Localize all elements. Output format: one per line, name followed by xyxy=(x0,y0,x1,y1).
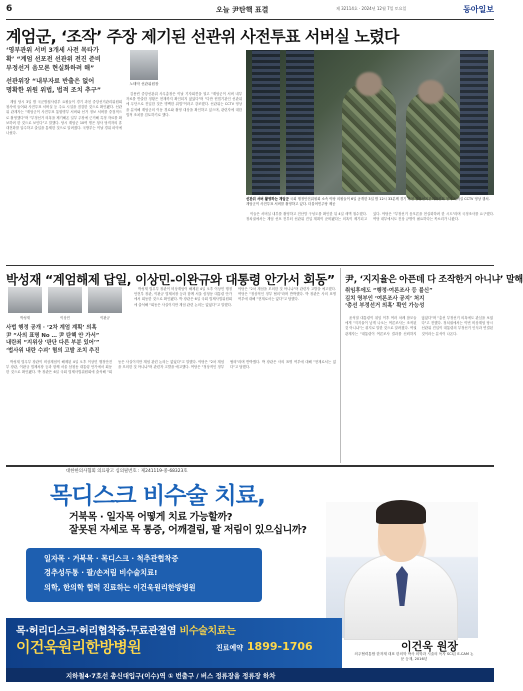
article2-photo-caption: 이상민 xyxy=(60,316,70,320)
article2-body xyxy=(6,360,336,462)
article1-mugshot-caption: 노태악 선관위원장 xyxy=(129,82,159,86)
ad-doctor-credentials: 의주협력통합 한자재 대표 한의학 박사 의학과 시술의 독자 SCI급 E-CAM 논문 등재, 2016년 xyxy=(354,652,474,661)
ad-hospital-name: 이건욱원리한방병원 xyxy=(16,638,142,656)
article1-subhead-line: 부정선거 음모론 현실화하려 해” xyxy=(6,65,95,72)
article3-subhead-line: 김치 영부인 ‘여론조사 공지’ 처지 xyxy=(345,295,425,302)
photo-caption-title: 선관위 서버 촬영하는 계엄군 xyxy=(246,197,289,201)
blurred-face xyxy=(418,80,444,104)
photo-caption-text: 국회 행정안전위원회 소속 야당 의원들이 6일 공개한 3일 밤 12시 33분께 경기 과천 중앙선거관리위원회 청사 서버실 CCTV 영상 캡처. 계엄군이 사전투표 서버를 촬영하고 있다. 더불어민주당 제공 xyxy=(246,197,490,206)
article3-subhead-line: 취임후에도 “행정·여론조사 등 불신” xyxy=(345,288,433,294)
soldier-figure xyxy=(342,82,396,192)
article1-body-col2 xyxy=(126,92,242,260)
article1-body-col3 xyxy=(246,212,494,262)
article2-photo-caption: 박성재 xyxy=(20,316,30,320)
server-rack-image xyxy=(460,50,488,195)
article1-mugshot xyxy=(130,50,158,80)
article2-photo xyxy=(88,287,122,313)
ad-hospital-band xyxy=(6,618,342,668)
column-divider xyxy=(340,268,341,463)
article2-headline: 박성재 “계엄해제 답일, 이상민-이완규와 대통령 안가서 회동” xyxy=(6,272,335,287)
ad-tagline-line: 거북목 · 일자목 어떻게 치료 가능할까? xyxy=(69,512,233,523)
blurred-face xyxy=(356,72,382,96)
ad-divider xyxy=(6,465,494,467)
ad-doctor-name: 이건욱 원장 xyxy=(401,640,458,653)
ad-footer xyxy=(6,668,494,682)
article2-subhead-line: ‘법사위 내란 수괴’ 혐의 고발 조치 추진 xyxy=(6,347,100,354)
ad-treatment-box xyxy=(26,548,262,602)
page-number: 6 xyxy=(6,4,13,14)
ad-band-text: 목·허리디스크·허리협착증·무료관절염 xyxy=(16,626,180,637)
doctor-hair xyxy=(376,500,426,524)
ad-phone[interactable] xyxy=(216,640,313,653)
article1-paragraph: 이들은 서버실 내부를 촬영하고 전산망 구성도를 확인한 뒤 4일 새벽 철수했다. 정치권에서는 계엄 선포 전부터 선관위 진입 계획이 준비됐다는 의혹이 제기되고 있다. 야당은 "부정선거 음모론을 현실화하려 한 시도"라며 국정조사를 요구했다. 여당 내부에서도 진상 규명이 필요하다는 목소리가 나왔다. xyxy=(246,212,494,222)
article1-photo xyxy=(246,50,494,195)
ad-phone-label: 진료예약 xyxy=(216,644,244,652)
article2-subhead xyxy=(6,325,130,355)
article1-subhead-line: 선관위장 “내부자료 반출은 없어 xyxy=(6,78,95,85)
article2-photo xyxy=(8,287,42,313)
advertisement[interactable] xyxy=(6,468,494,682)
header-rule xyxy=(6,19,494,20)
ad-treatment-line: 일자목 · 거북목 · 목디스크 · 척추관협착증 xyxy=(44,554,179,563)
ad-treatment-line: 경추성두통 · 팔/손저림 비수술치료! xyxy=(44,568,158,577)
article2-photo-caption: 이완규 xyxy=(100,316,110,320)
newspaper-logo: 동아일보 xyxy=(463,4,494,14)
article2-paragraph: 박성재 법무부 장관이 비상계엄이 해제된 4일 오후 이상민 행정안전부 장관, 이완규 법제처장 등과 함께 서울 삼청동 대통령 안가에서 회동한 것으로 확인됐다. 박 장관은 6일 국회 법제사법위원회에 출석해 "회동은 사실이지만 계엄 관련 논의는 없었다"고 말했다. 야당은 "2차 계엄을 모의한 것 아니냐"며 관련자 고발을 예고했다. 여당은 "정상적인 정부 협의"라며 반박했다. 박 장관은 사의 표명 여부에 대해 "현재로서는 없다"고 답했다. xyxy=(134,287,336,307)
ad-approval-number: 대한한의사협회 의료광고 심의필번호 : 제241119-중-68323호 xyxy=(66,469,188,474)
article1-subhead-line: 명확한 위원 위법, 법적 조치 추구” xyxy=(6,87,101,94)
page-header xyxy=(6,4,494,18)
ad-band-headline xyxy=(16,622,236,637)
ad-treatment-line: 의학, 한의학 협력 진료하는 이건욱원리한방병원 xyxy=(44,583,196,592)
article1-paragraph: 계엄 당시 3일 밤 국군방첩사령부 요원들이 경기 과천 중앙선거관리위원회 청사에 들어와 사전투표 서버실 등 주요 시설을 점검한 것으로 확인됐다. 선관위 관계자는 "계엄군이 사전투표 통합명부 서버와 선거 정보 서버를 중점적으로 촬영했다"며 "부정선거 의혹을 제기해온 일부 주장에 근거해 특정 자료를 확보하려 한 것으로 보인다"고 말했다. 당시 계엄군 10여 명은 청사 당직자의 휴대전화를 압수하고 출입을 통제한 것으로 알려졌다. 국방부는 이날 경위 파악에 나섰다. xyxy=(6,100,122,136)
ad-title: 목디스크 비수술 치료, xyxy=(50,483,266,509)
article1-subhead-line: ‘영부관위 서버 3개세 사전 목타가 xyxy=(6,47,99,54)
ad-band-highlight: 비수술치료는 xyxy=(179,626,236,637)
article1-subhead-line: 확’ “계엄 선포전 선관위 전진 준비 xyxy=(6,56,101,63)
ad-directions: 지하철4·7호선 총신대입구(이수)역 ① 번출구 / 버스 정류장을 정류장 하차 xyxy=(66,672,276,680)
article1-subhead xyxy=(6,46,126,95)
article3-paragraph: 윤석열 대통령이 취임 이후 여러 차례 참모들에게 "지지율이 낮게 나오는 여론조사는 조작된 것 아니냐"는 취지로 말한 것으로 알려졌다. 여권 관계자는 "대통령이 여론조사 결과를 신뢰하지 않았다"며 "총선 부정선거 의혹에도 관심을 보였다"고 전했다. 정치권에서는 이번 비상계엄 당시 선관위 진입이 대통령의 부정선거 인식과 연결된 것이라는 분석이 나온다. xyxy=(345,316,493,336)
article3-body xyxy=(345,316,493,462)
article1-headline: 계엄군, ‘조작’ 주장 제기된 선관위 사전투표 서버실 노렸다 xyxy=(6,27,399,46)
article2-paragraph: 박성재 법무부 장관이 비상계엄이 해제된 4일 오후 이상민 행정안전부 장관, 이완규 법제처장 등과 함께 서울 삼청동 대통령 안가에서 회동한 것으로 확인됐다. 박 장관은 6일 국회 법제사법위원회에 출석해 "회동은 사실이지만 계엄 관련 논의는 없었다"고 말했다. 야당은 "2차 계엄을 모의한 것 아니냐"며 관련자 고발을 예고했다. 여당은 "정상적인 정부 협의"라며 반박했다. 박 장관은 사의 표명 여부에 대해 "현재로서는 없다"고 답했다. xyxy=(6,360,336,375)
article2-subhead-line: 尹 “사의 표명 No … 尹 탄핵 안 가서” xyxy=(6,332,100,339)
article1-body-col1 xyxy=(6,100,122,260)
soldier-figure xyxy=(406,90,460,200)
section-title: 오늘 尹탄핵 표결 xyxy=(216,6,269,14)
article1-photo-caption xyxy=(246,197,494,207)
article2-photo xyxy=(48,287,82,313)
server-rack-image xyxy=(286,50,314,195)
article3-headline: 尹, ‘지지율은 아픈데 다 조작한거 아니냐’ 말해 xyxy=(345,275,523,285)
article3-subhead xyxy=(345,288,493,311)
ad-tagline xyxy=(69,511,307,537)
server-rack-image xyxy=(252,50,280,195)
article3-subhead-line: ‘총선 부정선거 의혹’ 확인 가능성 xyxy=(345,303,425,309)
section-divider xyxy=(6,265,494,266)
article1-paragraph: 김용빈 중앙선관위 사무총장은 이날 기자회견을 열고 "계엄군이 서버 내부 자료를 반출한 정황은 현재까지 확인되지 않았다"며 "다만 헌법기관인 선관위에 무단으로 진입한 것은 명백한 위법"이라고 강조했다. 선관위는 CCTV 영상을 분석해 계엄군의 이동 경로와 촬영 대상을 확인하고 있으며, 관련자에 대한 법적 조치를 검토하기로 했다. xyxy=(126,92,242,117)
issue-date: 제 32114호 · 2024년 12월 7일 토요일 xyxy=(336,6,407,11)
article2-subhead-line: 내란죄 “지위상 ‘판단 다른 부분 있어’” xyxy=(6,340,100,346)
ad-phone-number[interactable]: 1899-1706 xyxy=(246,640,313,653)
ad-tagline-line: 잘못된 자세로 목 통증, 어깨결림, 팔 저림이 있으십니까? xyxy=(69,525,307,536)
article2-subhead-line: 사법 행정 공개 · ‘2차 계엄 계획’ 의혹 xyxy=(6,325,97,331)
article2-body-top xyxy=(134,287,336,359)
